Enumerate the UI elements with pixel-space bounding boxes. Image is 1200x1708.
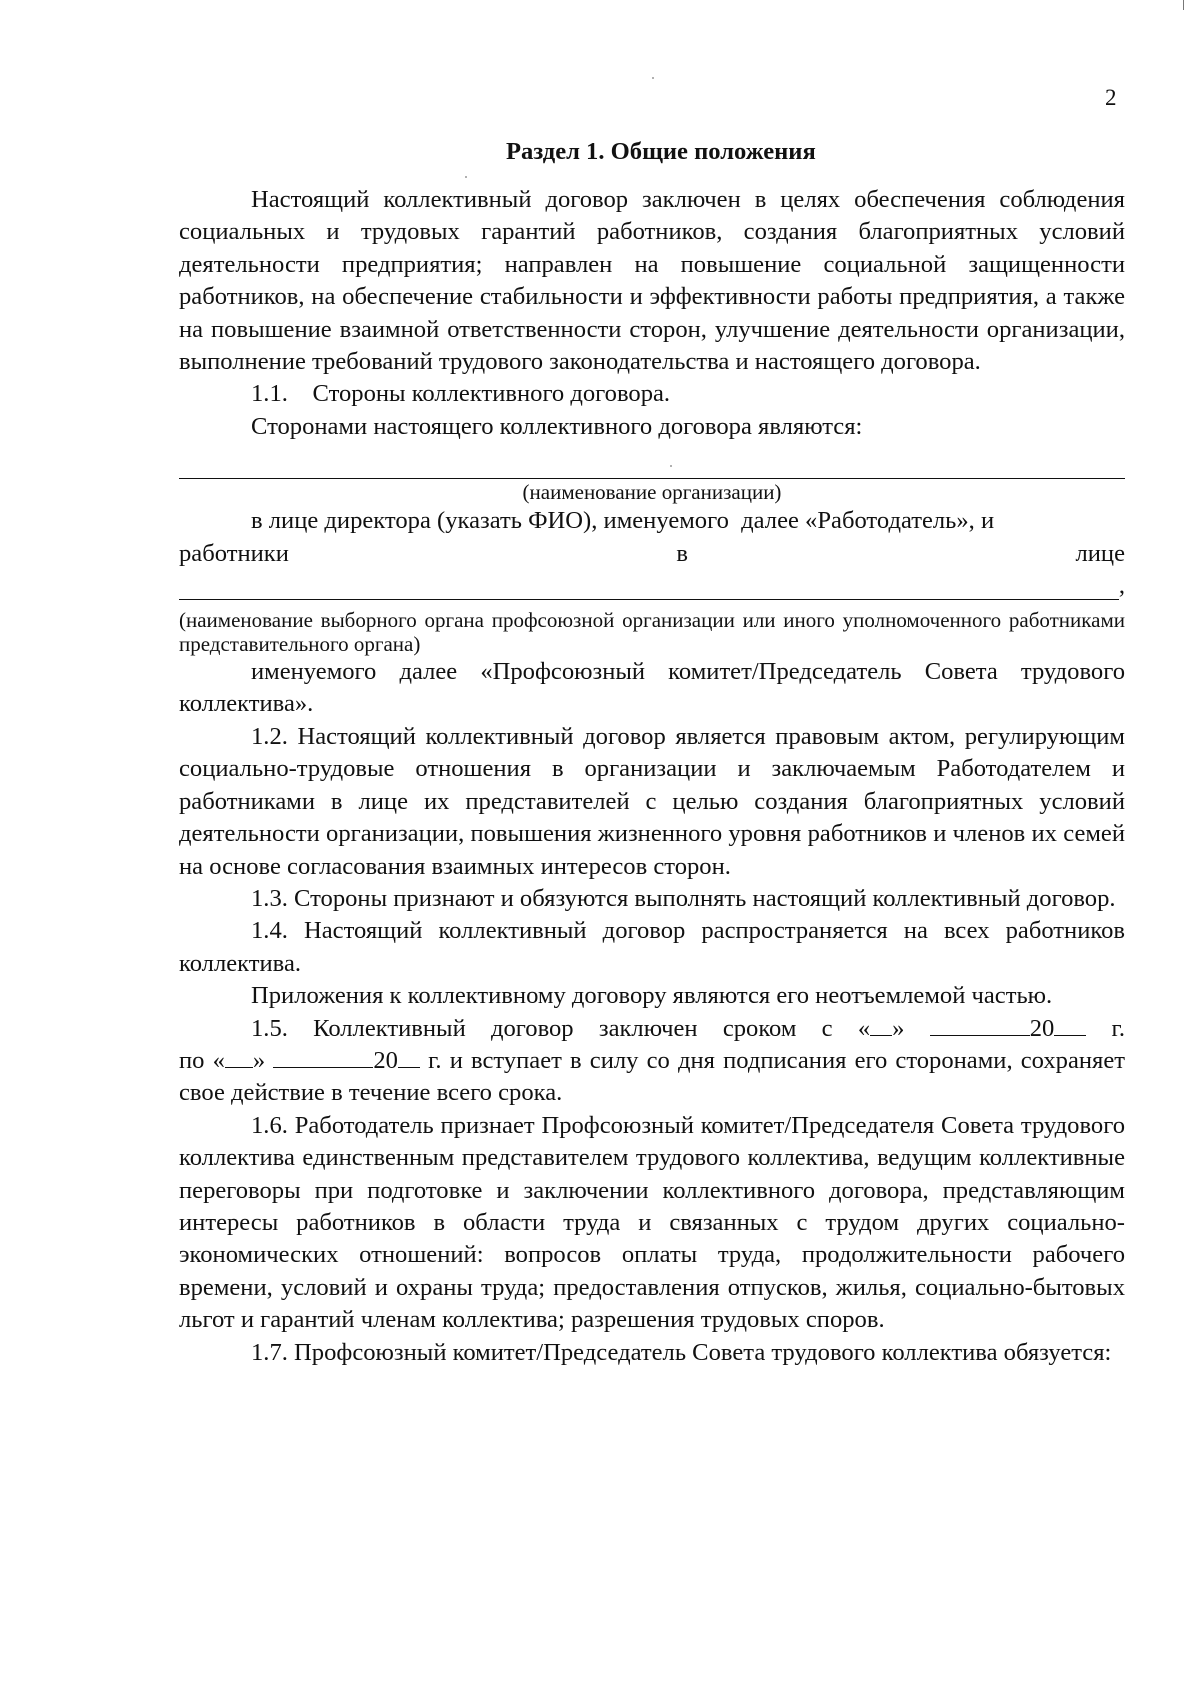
clause-1-3: 1.3. Стороны признают и обязуются выполнять настоящий коллективный договор. [251, 884, 1116, 912]
named-paragraph: именуемого далее «Профсоюзный комитет/Председатель Совета трудового коллектива». [179, 658, 1125, 718]
document-body [179, 136, 1125, 1369]
end-day-blank [225, 1045, 253, 1068]
representative-body-line [179, 599, 1119, 600]
clause-1-2: 1.2. Настоящий коллективный договор является правовым актом, регулирующим социально-трудовые отношения в организации и заключаемым Работодателем и работниками в лице их представителей с целью создания благоприятных условий деятельности организации, повышения жизненного уровня работников и членов их семей на основе согласования взаимных интересов сторон. [179, 722, 1125, 880]
line-comma: , [1118, 571, 1125, 599]
workers-word: работники [179, 539, 289, 567]
representative-body-line-row [179, 570, 1125, 602]
clause-1-1: 1.1. Стороны коллективного договора. [251, 380, 671, 408]
scan-speck [652, 77, 654, 79]
clause-1-5-rest: по « » 20 г. и вступает в силу со дня подписания его сторонами, сохраняет свое действие в течение всего срока. [179, 1046, 1125, 1107]
clause-1-7: 1.7. Профсоюзный комитет/Председатель Совета трудового коллектива обязуется: [251, 1338, 1112, 1366]
in-word: в [676, 539, 688, 567]
face-word: лице [1075, 539, 1125, 567]
end-year-blank [398, 1045, 420, 1068]
scan-edge-mark [1183, 0, 1184, 10]
start-day-blank [870, 1013, 892, 1036]
clause-1-5-line-1: 1.5. Коллективный договор заключен сроком с « » 20 г. [251, 1014, 1125, 1042]
page-number: 2 [1105, 85, 1117, 110]
start-year-blank [1054, 1013, 1086, 1036]
start-month-blank [930, 1013, 1030, 1036]
clause-1-4: 1.4. Настоящий коллективный договор распространяется на всех работников коллектива. [179, 917, 1125, 977]
representative-body-caption: (наименование выборного органа профсоюзной организации или иного уполномоченного работниками представительного органа) [179, 608, 1125, 657]
end-month-blank [273, 1045, 373, 1068]
workers-line [179, 538, 1125, 570]
parties-intro: Сторонами настоящего коллективного договора являются: [251, 412, 863, 440]
appendix-paragraph: Приложения к коллективному договору являются его неотъемлемой частью. [251, 982, 1053, 1010]
clause-1-6: 1.6. Работодатель признает Профсоюзный комитет/Председателя Совета трудового коллектива единственным представителем трудового коллектива, ведущим коллективные переговоры при подготовке и заключении коллективного договора, представляющим интересы работников в области труда и связанных с трудом других социально-экономических отношений: вопросов оплаты труда, продолжительности рабочего времени, условий и охраны труда; предоставления отпусков, жилья, социально-бытовых льгот и гарантий членам коллектива; разрешения трудовых споров. [179, 1111, 1125, 1334]
director-line: в лице директора (указать ФИО), именуемого далее «Работодатель», и [251, 507, 995, 535]
organization-caption: (наименование организации) [522, 480, 782, 505]
section-title: Раздел 1. Общие положения [506, 138, 816, 165]
intro-paragraph: Настоящий коллективный договор заключен в целях обеспечения соблюдения социальных и трудовых гарантий работников, создания благоприятных условий деятельности предприятия; направлен на повышение социальной защищенности работников, на обеспечение стабильности и эффективности работы предприятия, а также на повышение взаимной ответственности сторон, улучшение деятельности организации, выполнение требований трудового законодательства и настоящего договора. [179, 186, 1125, 376]
